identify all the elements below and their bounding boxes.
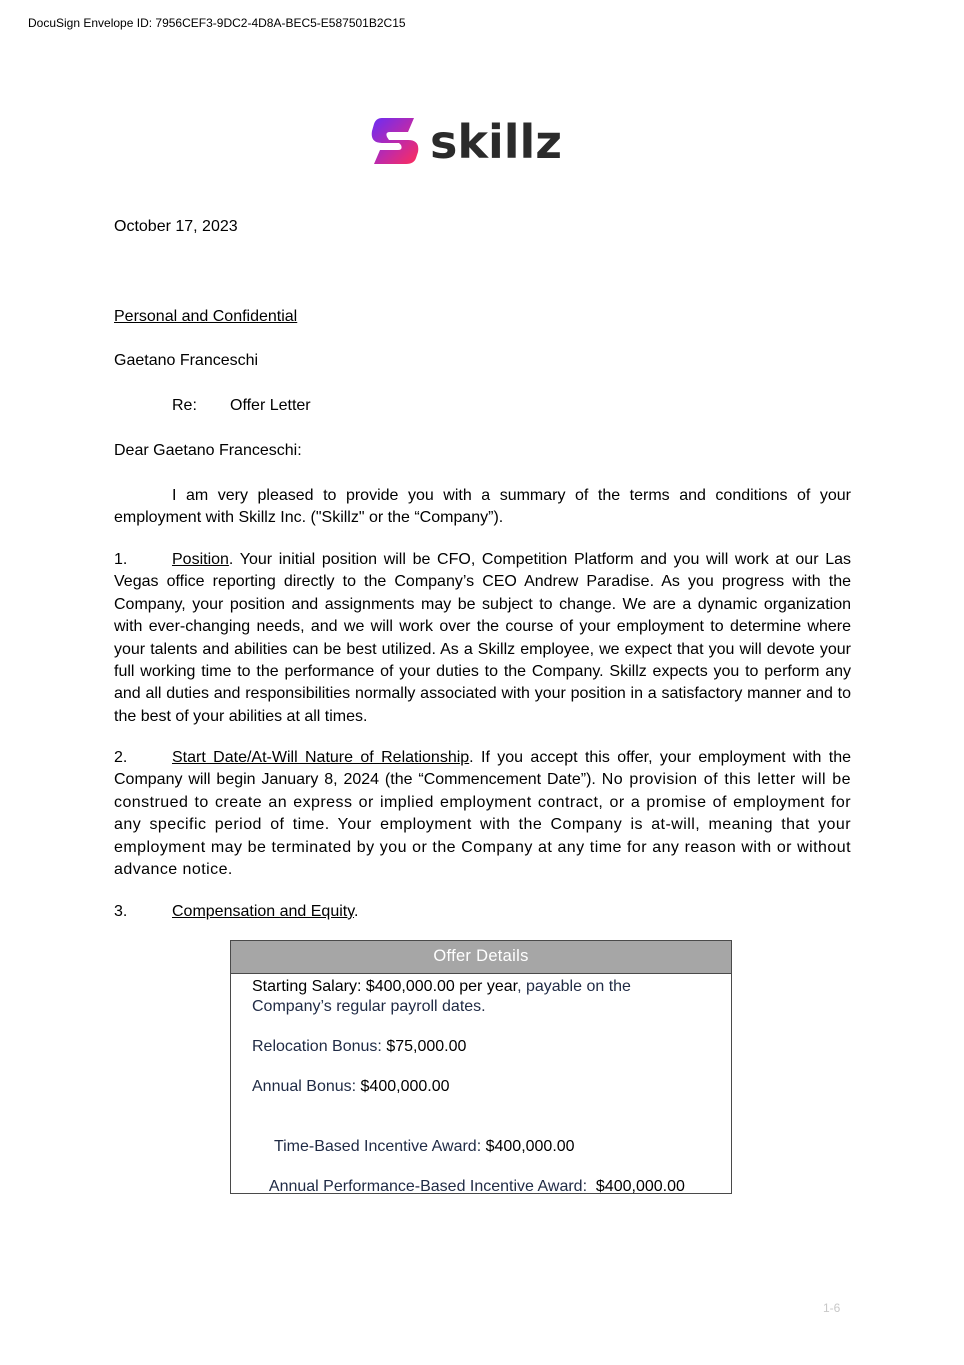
table-row: [252, 1077, 712, 1097]
confidential-heading: [114, 306, 851, 328]
section-body-a: . If you accept this offer, your employment with the Company will begin January 8, 2024 (the “Commencement Date”).: [114, 749, 851, 789]
section-compensation: [114, 901, 851, 923]
section-heading: Compensation and Equity: [172, 903, 355, 920]
letter-date: October 17, 2023: [114, 218, 238, 235]
table-row: [252, 1037, 712, 1057]
page-number: 1-6: [823, 1301, 841, 1315]
salutation: Dear Gaetano Franceschi:: [114, 442, 302, 459]
row-value: $75,000.00: [386, 1038, 467, 1055]
re-subject: Offer Letter: [230, 397, 311, 414]
re-line: [114, 395, 851, 417]
section-position: [114, 549, 851, 728]
row-value: $400,000.00: [595, 1178, 685, 1195]
section-body: .: [354, 903, 359, 920]
row-label: Starting Salary: $400,000.00 per year: [252, 978, 518, 995]
section-number: 3.: [114, 903, 128, 920]
offer-details-table: [230, 940, 732, 1194]
row-value: $400,000.00: [360, 1078, 450, 1095]
table-row: [252, 1157, 712, 1217]
skillz-s-logo-icon: [368, 112, 598, 170]
intro-text: I am very pleased to provide you with a summary of the terms and conditions of your employment with Skillz Inc. ("Skillz" or the “Company”).: [114, 487, 851, 527]
table-row: [252, 977, 712, 1017]
docusign-envelope-id: DocuSign Envelope ID: 7956CEF3-9DC2-4D8A-BEC5-E587501B2C15: [28, 16, 406, 30]
section-number: 1.: [114, 551, 128, 568]
section-body-b: No provision of this letter will be construed to create an express or implied employment contract, or a promise of employment for any specific period of time. Your employment with the Company is at-will, meaning that your employment may be terminated by you or the Company at any time for any reason with or without advance notice.: [114, 771, 852, 879]
confidential-label: Personal and Confidential: [114, 308, 298, 325]
section-number: 2.: [114, 749, 128, 766]
recipient-name: Gaetano Franceschi: [114, 352, 259, 369]
row-value: $400,000.00: [485, 1138, 575, 1155]
intro-paragraph: [114, 485, 851, 530]
offer-details-title: Offer Details: [231, 941, 731, 974]
skillz-logo: [368, 112, 598, 170]
section-body: . Your initial position will be CFO, Competition Platform and you will work at our Las Vegas office reporting directly to the Company’s CEO Andrew Paradise. As you progress with the Company, your position and assignments may be subject to change. We are a dynamic organization with ever-changing needs, and we will work over the course of your employment to determine where your talents and abilities can be best utilized. As a Skillz employee, we expect that you will devote your full working time to the performance of your duties to the Company. Skillz expects you to perform any and all duties and responsibilities normally associated with your position in a satisfactory manner and to the best of your abilities at all times.: [114, 551, 851, 725]
row-label: Time-Based Incentive Award:: [269, 1138, 486, 1155]
row-label: Relocation Bonus:: [252, 1038, 387, 1055]
row-label: Annual Performance-Based Incentive Award:: [268, 1178, 596, 1195]
section-start-date: [114, 747, 851, 881]
section-heading: Start Date/At-Will Nature of Relationship: [172, 749, 470, 766]
section-heading: Position: [172, 551, 229, 568]
row-label: Annual Bonus:: [252, 1078, 361, 1095]
row-value: , payable on the Company’s regular payroll dates.: [252, 978, 631, 1015]
logo-wordmark: skillz: [430, 115, 563, 169]
re-label: Re:: [172, 397, 197, 414]
